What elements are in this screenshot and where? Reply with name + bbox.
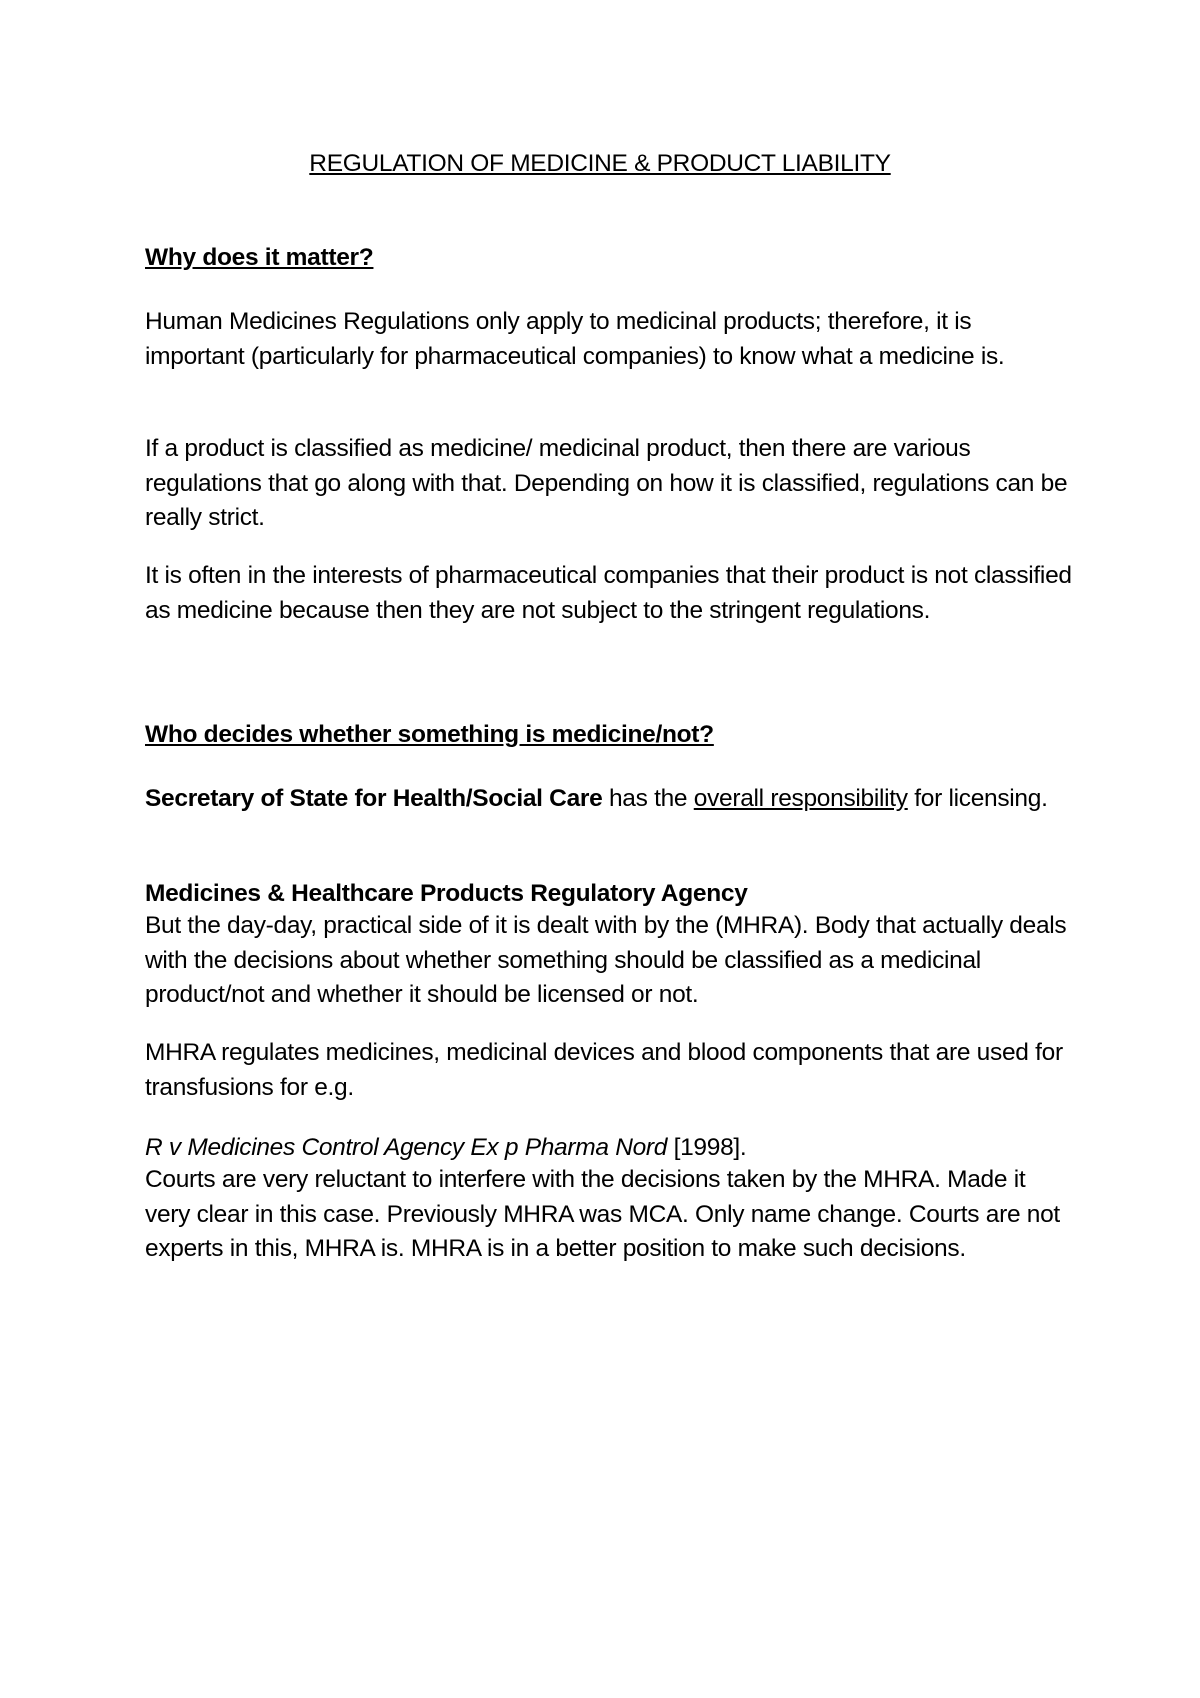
paragraph-secretary-of-state — [145, 782, 1075, 817]
document-title: REGULATION OF MEDICINE & PRODUCT LIABILITY — [309, 150, 891, 177]
case-citation — [145, 1131, 1075, 1166]
case-year: [1998]. — [667, 1134, 747, 1161]
paragraph-mhra-regulates: MHRA regulates medicines, medicinal devices and blood components that are used for transfusions for e.g. — [145, 1039, 1063, 1101]
overall-responsibility-text: overall responsibility — [693, 785, 908, 812]
secretary-text-mid: has the — [602, 785, 694, 812]
secretary-of-state-label: Secretary of State for Health/Social Care — [145, 785, 603, 812]
case-name: R v Medicines Control Agency Ex p Pharma Nord — [145, 1134, 668, 1161]
paragraph-regulations-scope: Human Medicines Regulations only apply to medicinal products; therefore, it is important (particularly for pharmaceutical companies) to know what a medicine is. — [145, 308, 1005, 370]
secretary-text-end: for licensing. — [907, 785, 1048, 812]
section-heading-why-it-matters: Why does it matter? — [145, 244, 374, 271]
paragraph-case-summary: Courts are very reluctant to interfere with the decisions taken by the MHRA. Made it very clear in this case. Previously MHRA was MCA. Only name change. Courts are not experts in this, MHRA is. MHRA is in a better position to make such decisions. — [145, 1166, 1060, 1262]
section-heading-who-decides: Who decides whether something is medicine/not? — [145, 721, 714, 748]
paragraph-industry-interest: It is often in the interests of pharmaceutical companies that their product is not classified as medicine because then they are not subject to the stringent regulations. — [145, 562, 1072, 624]
paragraph-mhra-role: But the day-day, practical side of it is dealt with by the (MHRA). Body that actually deals with the decisions about whether something should be classified as a medicinal product/not and whether it should be licensed or not. — [145, 912, 1067, 1008]
paragraph-classification-effect: If a product is classified as medicine/ medicinal product, then there are various regulations that go along with that. Depending on how it is classified, regulations can be really strict. — [145, 435, 1068, 531]
agency-heading: Medicines & Healthcare Products Regulatory Agency — [145, 880, 748, 907]
